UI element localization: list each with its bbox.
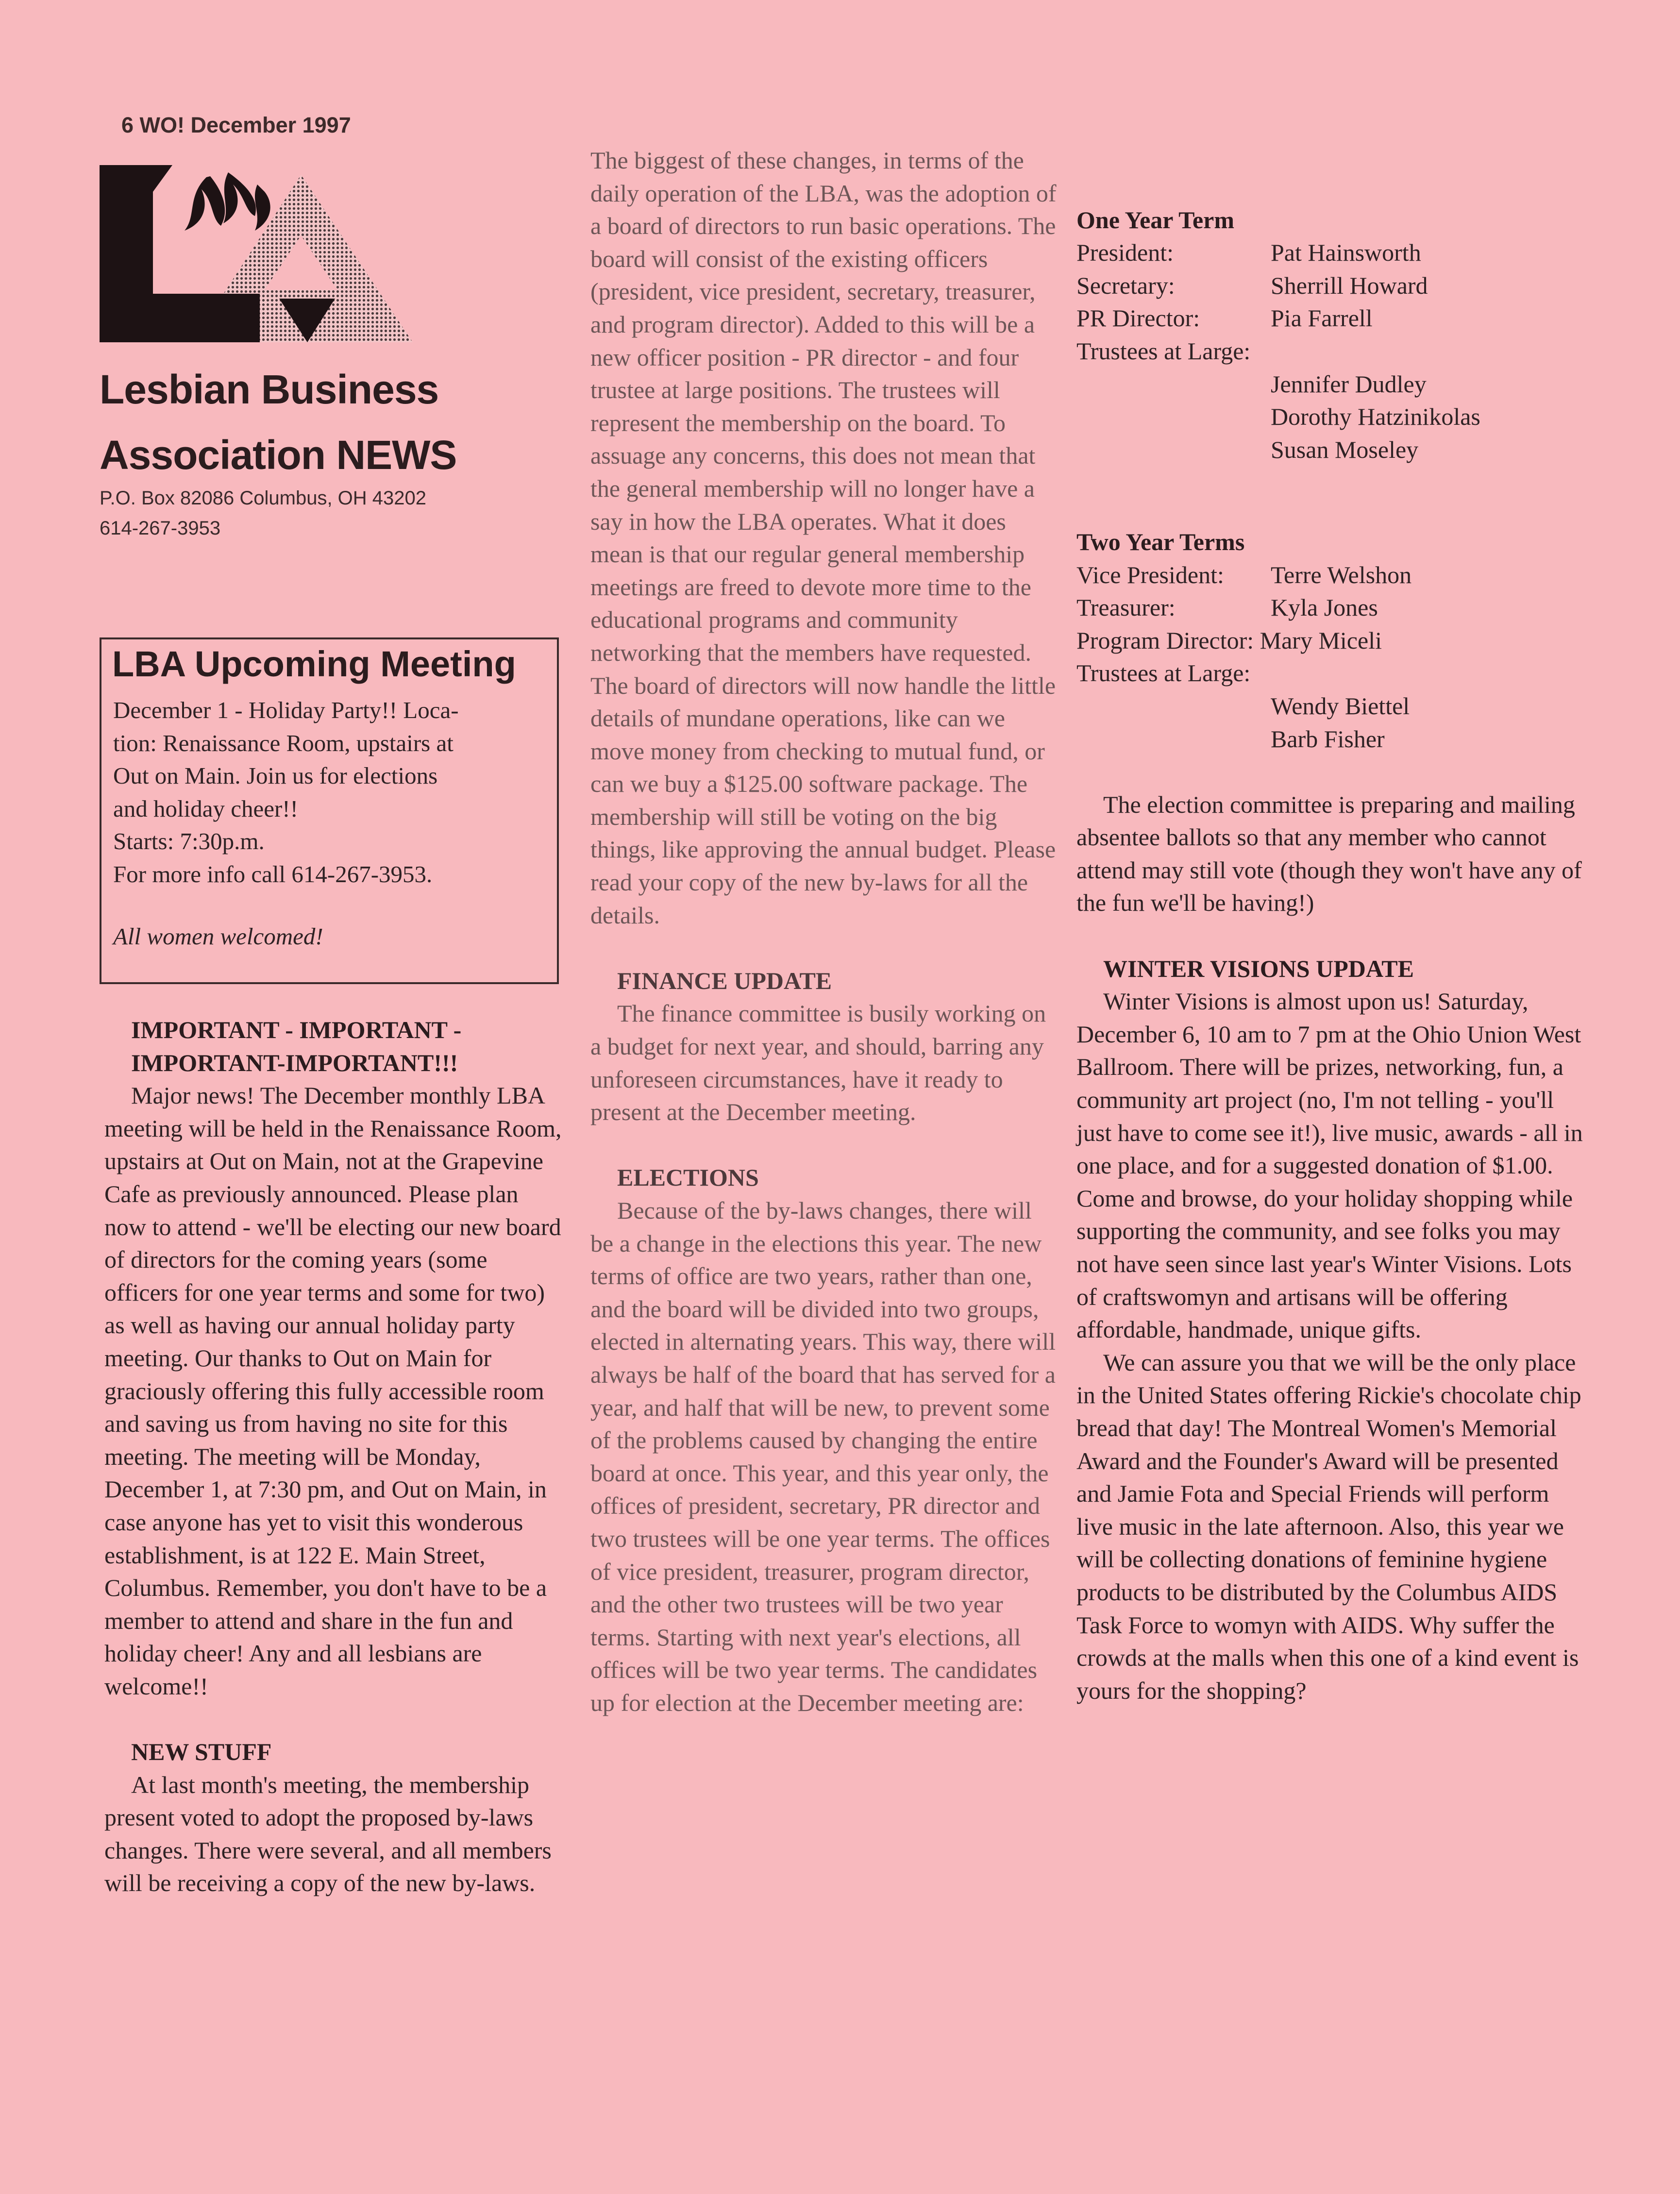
candidate-role: Vice President:: [1076, 561, 1224, 588]
column-1: [104, 1014, 566, 1900]
trustee-row: [1076, 401, 1591, 434]
column-3: [1076, 144, 1591, 1707]
meeting-line: Out on Main. Join us for elections: [113, 762, 438, 789]
org-name-line2: Association NEWS: [100, 432, 457, 478]
org-address: P.O. Box 82086 Columbus, OH 43202: [100, 487, 427, 509]
trustee-row: [1076, 690, 1591, 723]
trustee-row: [1076, 723, 1591, 756]
program-director-row: Program Director: Mary Miceli: [1076, 626, 1382, 654]
two-year-heading: Two Year Terms: [1076, 528, 1245, 555]
trustee-name: Susan Moseley: [1271, 435, 1419, 463]
trustee-name: Barb Fisher: [1271, 725, 1385, 753]
candidate-role: PR Director:: [1076, 304, 1200, 332]
winter-visions-text-2: We can assure you that we will be the only place in the United States offering Rickie's chocolate chip bread that day! The Montreal Women's Memorial Award and the Founder's Award will be presented and Jamie Fota and Special Friends will perform live music in the late afternoon. Also, this year we will be collecting donations of feminine hygiene products to be distributed by the Columbus AIDS Task Force to womyn with AIDS. Why suffer the crowds at the malls when this one of a kind event is yours for the shopping?: [1076, 1348, 1581, 1704]
candidate-name: Pat Hainsworth: [1271, 239, 1421, 267]
org-name-line1: Lesbian Business: [100, 367, 439, 412]
meeting-line: Starts: 7:30p.m.: [113, 828, 265, 854]
org-contact: [100, 483, 537, 543]
elections-heading: ELECTIONS: [617, 1164, 759, 1191]
trustee-row: [1076, 368, 1591, 401]
trustees-label: Trustees at Large:: [1076, 337, 1251, 365]
trustees-label: Trustees at Large:: [1076, 659, 1251, 687]
new-stuff-heading: NEW STUFF: [131, 1738, 272, 1766]
candidate-name: Kyla Jones: [1271, 594, 1378, 621]
candidate-row: [1076, 591, 1591, 624]
column-2: [590, 144, 1057, 1720]
candidate-role: President:: [1076, 239, 1174, 267]
lba-logo: [100, 163, 415, 346]
absentee-text: The election committee is preparing and mailing absentee ballots so that any member who cannot attend may still vote (though they won't have any of the fun we'll be having!): [1076, 790, 1582, 917]
meeting-note: All women welcomed!: [113, 923, 323, 950]
new-stuff-text: At last month's meeting, the membership present voted to adopt the proposed by-laws changes. There were several, and all members will be receiving a copy of the new by-laws.: [104, 1771, 552, 1897]
finance-text: The finance committee is busily working on a budget for next year, and should, barring any unforeseen circumstances, have it ready to present at the December meeting.: [590, 1000, 1046, 1126]
trustee-name: Jennifer Dudley: [1271, 370, 1427, 398]
meeting-line: For more info call 614-267-3953.: [113, 860, 433, 888]
meeting-details: [113, 694, 540, 890]
candidate-name: Pia Farrell: [1271, 304, 1373, 332]
org-phone: 614-267-3953: [100, 518, 221, 539]
finance-heading: FINANCE UPDATE: [617, 967, 832, 994]
meeting-line: December 1 - Holiday Party!! Loca-: [113, 697, 459, 723]
trustee-row: [1076, 434, 1591, 467]
candidate-row: [1076, 269, 1591, 302]
candidate-row: [1076, 559, 1591, 592]
meeting-line: and holiday cheer!!: [113, 795, 298, 822]
important-heading: IMPORTANT - IMPORTANT - IMPORTANT-IMPORTANT!!!: [131, 1016, 462, 1076]
trustee-name: Dorothy Hatzinikolas: [1271, 403, 1480, 431]
candidate-role: Secretary:: [1076, 271, 1175, 299]
board-changes-text: The biggest of these changes, in terms of the daily operation of the LBA, was the adoption of a board of directors to run basic operations. The board will consist of the existing officers (president, vice president, secretary, treasurer, and program director). Added to this will be a new officer position - PR director - and four trustee at large positions. The trustees will represent the membership on the board. To assuage any concerns, this does not mean that the general membership will no longer have a say in how the LBA operates. What it does mean is that our regular general membership meetings are freed to devote more time to the educational programs and community networking that the members have requested. The board of directors will now handle the little details of mundane operations, like can we move money from checking to mutual fund, or can we buy a $125.00 software package. The membership will still be voting on the big things, like approving the annual budget. Please read your copy of the new by-laws for all the details.: [590, 147, 1057, 929]
folio: 6 WO! December 1997: [121, 113, 351, 137]
meeting-title: LBA Upcoming Meeting: [112, 644, 516, 684]
meeting-line: tion: Renaissance Room, upstairs at: [113, 729, 454, 756]
one-year-heading: One Year Term: [1076, 206, 1234, 234]
important-text: Major news! The December monthly LBA meeting will be held in the Renaissance Room, upstairs at Out on Main, not at the Grapevine Cafe as previously announced. Please plan now to attend - we'll be electing our new board of directors for the coming years (some officers for one year terms and some for two) as well as having our annual holiday party meeting. Our thanks to Out on Main for graciously offering this fully accessible room and saving us from having no site for this meeting. The meeting will be Monday, December 1, at 7:30 pm, and Out on Main, in case anyone has yet to visit this wonderous establishment, is at 122 E. Main Street, Columbus. Remember, you don't have to be a member to attend and share in the fun and holiday cheer! Any and all lesbians are welcome!!: [104, 1082, 562, 1700]
winter-visions-heading: WINTER VISIONS UPDATE: [1103, 955, 1414, 982]
candidate-row: [1076, 302, 1591, 335]
candidate-role: Treasurer:: [1076, 594, 1176, 621]
candidate-name: Terre Welshon: [1271, 561, 1412, 588]
elections-text: Because of the by-laws changes, there will be a change in the elections this year. The new terms of office are two years, rather than one, and the board will be divided into two groups, elected in alternating years. This way, there will always be half of the board that has served for a year, and half that will be new, to prevent some of the problems caused by changing the entire board at once. This year, and this year only, the offices of president, secretary, PR director and two trustees will be one year terms. The offices of vice president, treasurer, program director, and the other two trustees will be two year terms. Starting with next year's elections, all offices will be two year terms. The candidates up for election at the December meeting are:: [590, 1197, 1056, 1716]
upcoming-meeting-box: [100, 637, 559, 984]
candidate-name: Sherrill Howard: [1271, 271, 1428, 299]
trustee-name: Wendy Biettel: [1271, 692, 1410, 720]
winter-visions-text: Winter Visions is almost upon us! Saturday, December 6, 10 am to 7 pm at the Ohio Union West Ballroom. There will be prizes, networking, fun, a community art project (no, I'm not telling - you'll just have to come see it!), live music, awards - all in one place, and for a suggested donation of $1.00. Come and browse, do your holiday shopping while supporting the community, and see folks you may not have seen since last year's Winter Visions. Lots of craftswomyn and artisans will be offering affordable, handmade, unique gifts.: [1076, 988, 1583, 1343]
candidate-row: [1076, 236, 1591, 269]
org-name: [100, 357, 537, 488]
